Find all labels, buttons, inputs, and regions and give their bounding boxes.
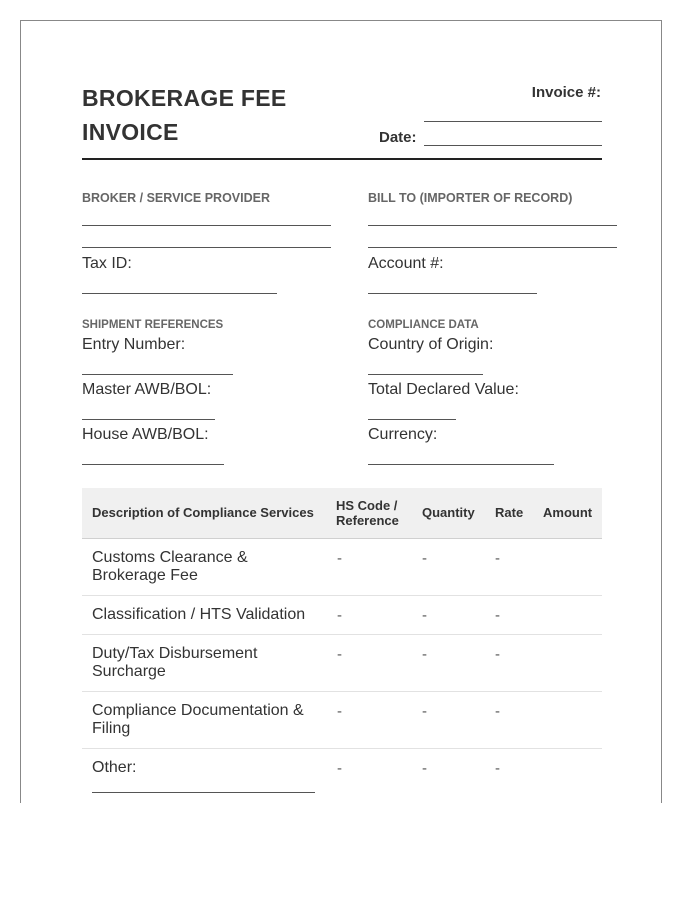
country-of-origin-label: Country of Origin: [368, 336, 494, 353]
row-quantity: - [422, 703, 427, 720]
table-row [82, 539, 602, 596]
row-quantity: - [422, 760, 427, 777]
header-hs-code-line-1: HS Code / [336, 498, 398, 513]
other-description-field[interactable] [92, 792, 315, 793]
date-label: Date: [379, 129, 417, 146]
header-quantity: Quantity [422, 505, 475, 520]
table-row [82, 692, 602, 749]
bill-to-heading: BILL TO (IMPORTER OF RECORD) [368, 191, 573, 205]
currency-field[interactable] [368, 464, 554, 465]
house-awb-label: House AWB/BOL: [82, 426, 209, 443]
invoice-sheet [20, 20, 662, 803]
house-awb-field[interactable] [82, 464, 224, 465]
row-description: Classification / HTS Validation [92, 606, 306, 623]
services-table [82, 488, 602, 809]
entry-number-field[interactable] [82, 374, 233, 375]
entry-number-label: Entry Number: [82, 336, 186, 353]
row-hs-code: - [337, 646, 342, 663]
row-description: Duty/Tax Disbursement Surcharge [92, 645, 258, 680]
header-amount: Amount [543, 505, 593, 520]
master-awb-field[interactable] [82, 419, 215, 420]
bill-to-line-1[interactable] [368, 225, 617, 226]
row-rate: - [495, 646, 500, 663]
row-rate: - [495, 550, 500, 567]
table-row [82, 749, 602, 809]
country-of-origin-field[interactable] [368, 374, 483, 375]
row-rate: - [495, 607, 500, 624]
broker-line-2[interactable] [82, 247, 331, 248]
broker-line-1[interactable] [82, 225, 331, 226]
row-hs-code: - [337, 760, 342, 777]
account-number-label: Account #: [368, 255, 444, 272]
row-description: Compliance Documentation & Filing [92, 702, 304, 737]
bill-to-line-2[interactable] [368, 247, 617, 248]
header-divider [82, 158, 602, 160]
row-hs-code: - [337, 703, 342, 720]
tax-id-field[interactable] [82, 293, 277, 294]
row-quantity: - [422, 607, 427, 624]
header-hs-code-line-2: Reference [336, 513, 399, 528]
title-line-2: INVOICE [82, 119, 179, 145]
header-description: Description of Compliance Services [92, 505, 314, 520]
master-awb-label: Master AWB/BOL: [82, 381, 212, 398]
compliance-heading: COMPLIANCE DATA [368, 319, 479, 331]
invoice-title [82, 81, 287, 149]
shipment-heading: SHIPMENT REFERENCES [82, 319, 224, 331]
row-rate: - [495, 703, 500, 720]
account-number-field[interactable] [368, 293, 537, 294]
declared-value-label: Total Declared Value: [368, 381, 519, 398]
table-header [82, 488, 602, 539]
invoice-number-field[interactable] [424, 121, 602, 122]
declared-value-field[interactable] [368, 419, 456, 420]
row-description: Other: [92, 759, 137, 776]
table-row [82, 635, 602, 692]
invoice-number-label: Invoice #: [531, 84, 601, 101]
row-description: Customs Clearance & Brokerage Fee [92, 549, 248, 584]
broker-heading: BROKER / SERVICE PROVIDER [82, 191, 271, 205]
row-hs-code: - [337, 607, 342, 624]
row-quantity: - [422, 550, 427, 567]
date-field[interactable] [424, 145, 602, 146]
row-rate: - [495, 760, 500, 777]
header-hs-code [336, 498, 399, 528]
header-rate: Rate [495, 505, 524, 520]
tax-id-label: Tax ID: [82, 255, 132, 272]
table-row [82, 596, 602, 635]
title-line-1: BROKERAGE FEE [82, 85, 287, 111]
row-quantity: - [422, 646, 427, 663]
currency-label: Currency: [368, 426, 438, 443]
row-hs-code: - [337, 550, 342, 567]
